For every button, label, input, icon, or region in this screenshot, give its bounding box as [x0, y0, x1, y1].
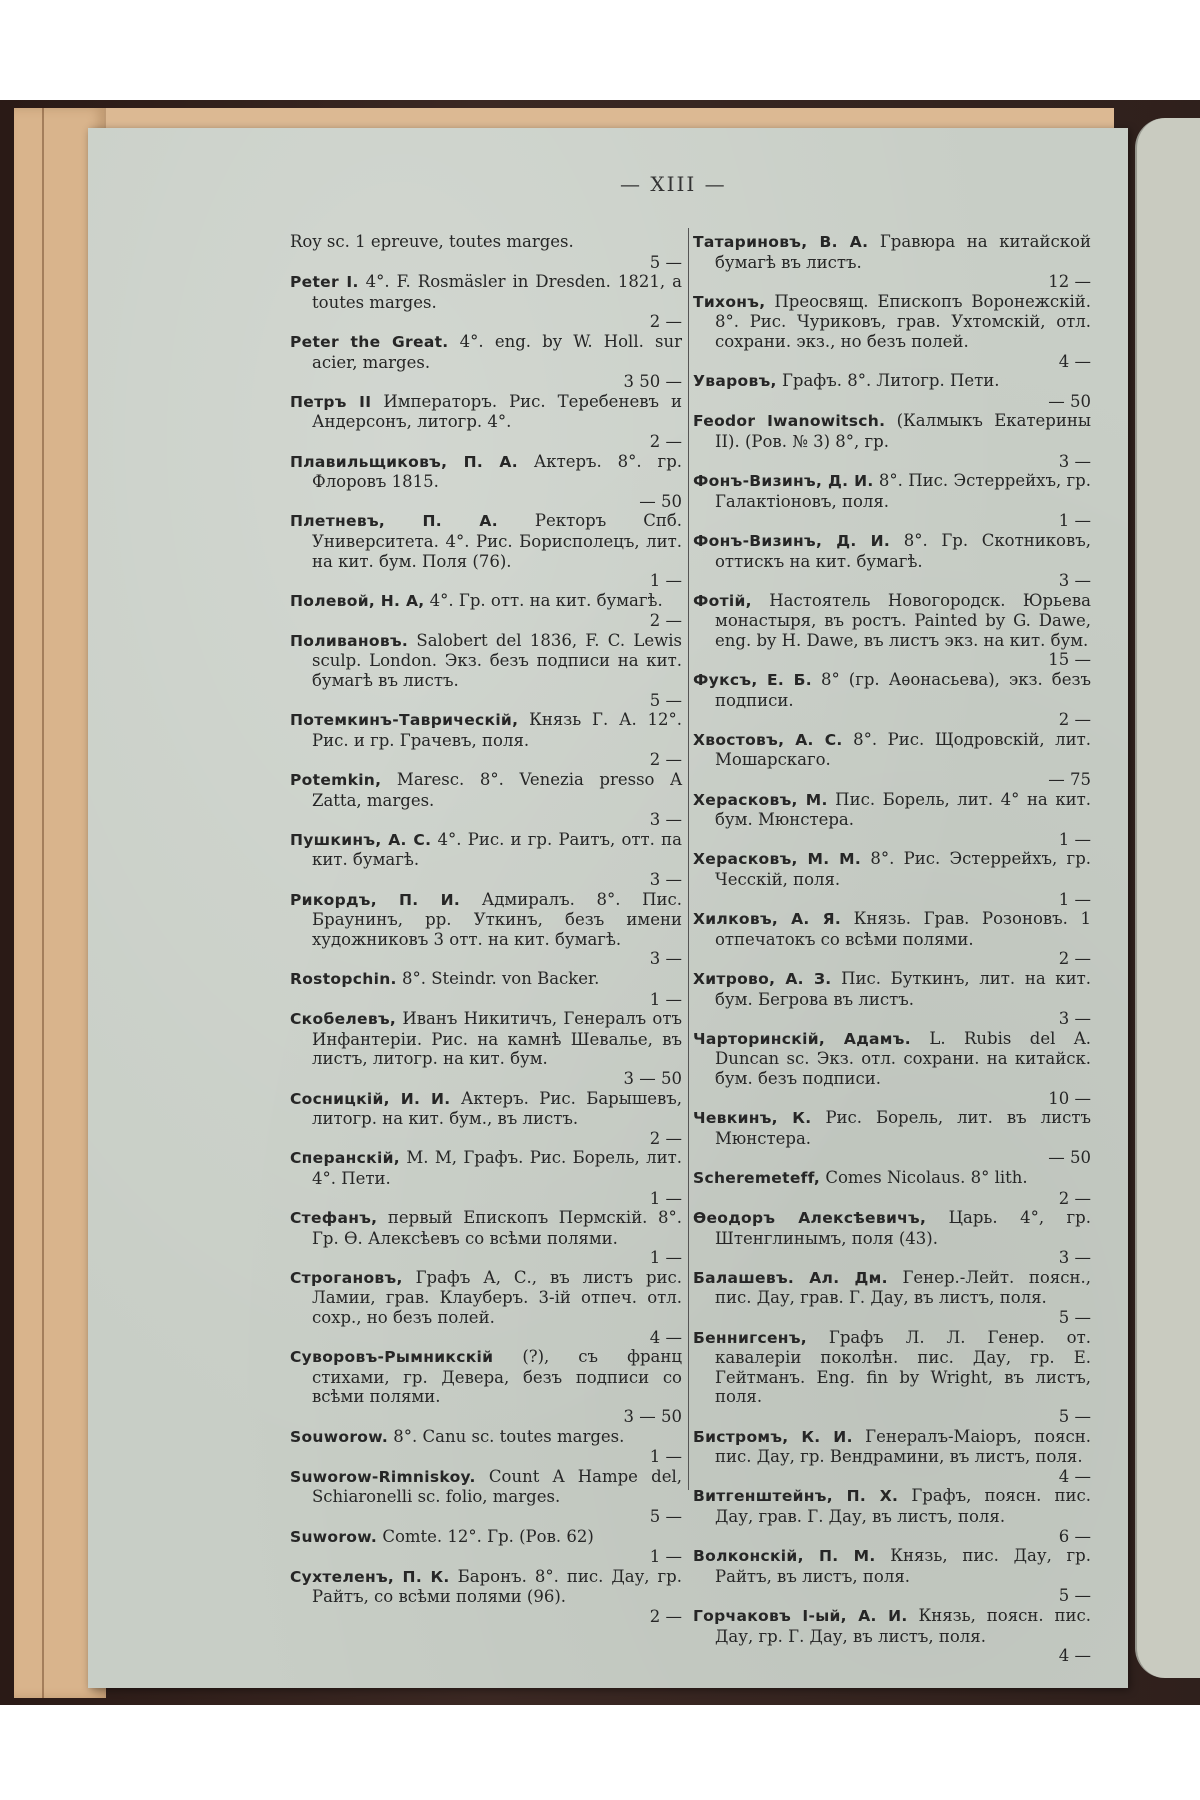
- entry-description: Графъ. 8°. Литогр. Пети.: [776, 371, 1000, 391]
- catalog-entry: [693, 1108, 1091, 1168]
- entry-name: Строгановъ,: [290, 1268, 403, 1287]
- entry-description: 4°. F. Rosmäsler in Dresden. 1821, a toutes marges.: [312, 272, 683, 312]
- entry-name: Татариновъ, В. А.: [693, 233, 869, 251]
- catalog-entry: [693, 730, 1091, 790]
- catalog-entry: [290, 392, 682, 452]
- entry-body: [693, 670, 1091, 710]
- entry-price: 3 —: [1058, 451, 1091, 471]
- catalog-entry: [290, 232, 682, 272]
- entry-price: 1 —: [649, 1447, 682, 1467]
- entry-body: [290, 332, 682, 372]
- entry-description: 8°. Пис. Эстеррейхъ, гр. Галактіоновъ, поля.: [715, 471, 1091, 511]
- entry-body: [290, 969, 682, 990]
- entry-price: 2 —: [649, 1606, 682, 1626]
- catalog-entry: [290, 591, 682, 631]
- entry-body: [693, 591, 1091, 651]
- entry-price: 1 —: [649, 1188, 682, 1208]
- catalog-entry: [693, 1546, 1091, 1606]
- entry-description: (Калмыкъ Екатерины II). (Ров. № 3) 8°, гр.: [715, 411, 1091, 451]
- entry-body: [290, 1148, 682, 1188]
- entry-description: Царь. 4°, гр. Штенглинымъ, поля (43).: [715, 1208, 1091, 1248]
- entry-name: Беннигсенъ,: [693, 1328, 807, 1347]
- entry-description: 4°. eng. by W. Holl. sur acier, marges.: [312, 331, 683, 372]
- catalog-entry: [290, 1148, 682, 1208]
- catalog-entry: [693, 371, 1091, 411]
- entry-description: Рис. Борель, лит. въ листъ Мюнстера.: [715, 1108, 1092, 1148]
- catalog-entry: [693, 1208, 1091, 1268]
- entry-name: Suworow.: [290, 1527, 378, 1546]
- entry-name: Хитрово, А. З.: [693, 969, 832, 988]
- entry-price: 2 —: [649, 750, 682, 770]
- entry-name: Плетневъ, П. А.: [290, 512, 498, 531]
- entry-description: Графъ, поясн. пис. Дау, грав. Г. Дау, въ листъ, поля.: [715, 1486, 1092, 1526]
- entry-price: 1 —: [649, 1547, 682, 1567]
- entry-description: Генералъ-Маіоръ, поясн. пис. Дау, гр. Вендрамини, въ листъ, поля.: [715, 1426, 1091, 1467]
- entry-description: Графъ А, С., въ листъ рис. Ламии, грав. Клауберъ. 3-ій отпеч. отл. сохр., но безъ полей.: [312, 1267, 682, 1328]
- entry-price: 4 —: [1058, 1646, 1091, 1666]
- entry-description: Иванъ Никитичъ, Генералъ отъ Инфантеріи. Рис. на камнѣ Шевалье, въ листъ, литогр. на кит. бум.: [312, 1009, 682, 1069]
- entry-name: Rostopchin.: [290, 969, 397, 988]
- entry-name: Горчаковъ I-ый, А. И.: [693, 1606, 908, 1625]
- catalog-entry: [693, 591, 1091, 670]
- catalog-entry: [693, 790, 1091, 850]
- entry-body: [290, 770, 682, 810]
- entry-description: Князь Г. А. 12°. Рис. и гр. Грачевъ, поля.: [312, 710, 682, 750]
- entry-name: Полевой, Н. А,: [290, 591, 425, 610]
- entry-name: Peter the Great.: [290, 332, 449, 351]
- entry-body: [693, 1486, 1091, 1526]
- entry-price: 3 —: [649, 949, 682, 969]
- left-column: [290, 232, 682, 1627]
- entry-body: [290, 1089, 682, 1129]
- entry-price: 4 —: [1058, 1466, 1091, 1486]
- entry-description: Пис. Борель, лит. 4° на кит. бум. Мюнстера.: [715, 789, 1092, 830]
- entry-price: 2 —: [649, 1128, 682, 1148]
- entry-body: [693, 531, 1091, 571]
- entry-description: Князь. Грав. Розоновъ. 1 отпечатокъ со всѣми полями.: [715, 909, 1091, 949]
- catalog-entry: [290, 511, 682, 590]
- entry-price: 5 —: [1058, 1308, 1091, 1328]
- entry-body: [693, 909, 1091, 949]
- catalog-entry: [693, 1168, 1091, 1208]
- entry-body: [290, 890, 682, 950]
- entry-name: Чевкинъ, К.: [693, 1109, 812, 1128]
- entry-body: [693, 1168, 1091, 1189]
- entry-description: Roy sc. 1 epreuve, toutes marges.: [290, 232, 574, 251]
- catalog-entry: [290, 710, 682, 770]
- entry-name: Peter I.: [290, 273, 359, 292]
- entry-name: Бистромъ, К. И.: [693, 1427, 853, 1446]
- entry-body: [693, 849, 1091, 889]
- entry-body: [693, 1328, 1091, 1407]
- entry-price: 2 —: [649, 431, 682, 451]
- entry-price: 6 —: [1058, 1526, 1091, 1546]
- entry-body: [693, 790, 1091, 830]
- entry-name: Балашевъ. Ал. Дм.: [693, 1268, 888, 1287]
- entry-name: Рикордъ, П. И.: [290, 890, 461, 909]
- entry-name: Ѳеодоръ Алексѣевичъ,: [693, 1209, 927, 1228]
- entry-body: [693, 1208, 1091, 1248]
- catalog-entry: [290, 1009, 682, 1088]
- entry-body: [290, 392, 682, 432]
- entry-body: [290, 511, 682, 571]
- entry-name: Фонъ-Визинъ, Д. И.: [693, 531, 891, 550]
- entry-body: [693, 969, 1091, 1009]
- entry-body: [693, 1427, 1091, 1467]
- catalog-entry: [290, 332, 682, 392]
- entry-description: 8°. Рис. Эстеррейхъ, гр. Чесскій, поля.: [715, 849, 1092, 889]
- entry-description: Настоятель Новогородск. Юрьева монастыря, въ ростъ. Painted by G. Dawe, eng. by H. Dawe, въ листъ экз. на кит. бум.: [715, 590, 1091, 650]
- entry-description: Князь, пис. Дау, гр. Райтъ, въ листъ, поля.: [715, 1546, 1091, 1586]
- entry-description: 8°. Гр. Скотниковъ, оттискъ на кит. бумагѣ.: [715, 530, 1092, 571]
- entry-body: [290, 1527, 682, 1548]
- entry-name: Уваровъ,: [693, 372, 777, 391]
- entry-price: 3 —: [1058, 1009, 1091, 1029]
- entry-description: Князь, поясн. пис. Дау, гр. Г. Дау, въ листъ, поля.: [715, 1605, 1091, 1646]
- entry-description: 8°. Рис. Щодровскій, лит. Мошарскаго.: [715, 729, 1091, 770]
- catalog-entry: [290, 1467, 682, 1527]
- entry-description: 4°. Гр. отт. на кит. бумагѣ.: [424, 590, 663, 610]
- entry-name: Чарторинскій, Адамъ.: [693, 1029, 911, 1048]
- entry-body: [290, 1427, 682, 1448]
- right-column: [693, 232, 1091, 1666]
- entry-description: Ректоръ Спб. Университета. 4°. Рис. Борисполецъ, лит. на кит. бум. Поля (76).: [312, 511, 682, 571]
- entry-body: [693, 1546, 1091, 1586]
- entry-body: [290, 591, 682, 612]
- entry-price: 1 —: [1058, 511, 1091, 531]
- entry-name: Петръ II: [290, 392, 372, 411]
- entry-price: 3 —: [1058, 1248, 1091, 1268]
- entry-price: — 50: [1048, 1148, 1091, 1168]
- entry-body: [693, 730, 1091, 770]
- catalog-entry: [693, 849, 1091, 909]
- entry-body: [693, 232, 1091, 272]
- entry-body: [290, 1347, 682, 1407]
- entry-description: Актеръ. Рис. Барышевъ, литогр. на кит. бум., въ листъ.: [312, 1088, 682, 1129]
- entry-body: [290, 272, 682, 312]
- catalog-entry: [290, 1089, 682, 1149]
- entry-description: Генер.-Лейт. поясн., пис. Дау, грав. Г. Дау, въ листъ, поля.: [715, 1267, 1091, 1308]
- entry-name: Тихонъ,: [693, 292, 766, 311]
- entry-body: [693, 1606, 1091, 1646]
- entry-price: 10 —: [1048, 1088, 1091, 1108]
- catalog-entry: [290, 1427, 682, 1467]
- entry-description: Актеръ. 8°. гр. Флоровъ 1815.: [312, 451, 683, 492]
- catalog-entry: [693, 292, 1091, 371]
- catalog-entry: [693, 531, 1091, 591]
- entry-body: [290, 830, 682, 870]
- catalog-entry: [290, 1268, 682, 1347]
- entry-price: 12 —: [1048, 272, 1091, 292]
- entry-description: Salobert del 1836, F. C. Lewis sculp. London. Экз. безъ подписи на кит. бумагѣ въ листъ.: [312, 630, 682, 691]
- catalog-entry: [290, 631, 682, 710]
- entry-name: Суворовъ-Рымникскій: [290, 1348, 494, 1367]
- entry-name: Сосницкій, И. И.: [290, 1089, 451, 1108]
- catalog-entry: [693, 232, 1091, 292]
- catalog-entry: [693, 670, 1091, 730]
- entry-name: Поливановъ.: [290, 631, 409, 650]
- catalog-entry: [693, 969, 1091, 1029]
- entry-body: [693, 471, 1091, 511]
- entry-body: [693, 1268, 1091, 1308]
- column-divider: [688, 228, 689, 1490]
- page-number: — XIII —: [620, 172, 727, 196]
- entry-price: 3 — 50: [623, 1407, 682, 1427]
- entry-description: 8°. Canu sc. toutes marges.: [388, 1426, 625, 1446]
- entry-price: 5 —: [1058, 1586, 1091, 1606]
- catalog-entry: [290, 770, 682, 830]
- entry-body: [290, 1467, 682, 1507]
- entry-description: L. Rubis del A. Duncan sc. Экз. отл. сохрани. на китайск. бум. безъ подписи.: [715, 1028, 1091, 1088]
- entry-price: 15 —: [1048, 650, 1091, 670]
- entry-name: Херасковъ, М.: [693, 790, 828, 809]
- catalog-entry: [290, 1208, 682, 1268]
- entry-price: 3 —: [649, 810, 682, 830]
- entry-description: Maresc. 8°. Venezia presso A Zatta, marges.: [312, 770, 682, 810]
- entry-name: Хвостовъ, А. С.: [693, 730, 843, 749]
- entry-description: Баронъ. 8°. пис. Дау, гр. Райтъ, со всѣми полями (96).: [312, 1566, 682, 1607]
- entry-description: (?), съ франц стихами, гр. Девера, безъ подписи со всѣми полями.: [312, 1347, 682, 1407]
- entry-name: Souworow.: [290, 1427, 389, 1446]
- entry-body: [290, 1268, 682, 1328]
- entry-description: М. М, Графъ. Рис. Борель, лит. 4°. Пети.: [312, 1148, 682, 1188]
- entry-body: [290, 710, 682, 750]
- entry-description: Гравюра на китайской бумагѣ въ листъ.: [715, 232, 1091, 272]
- entry-price: 2 —: [1058, 949, 1091, 969]
- entry-price: 2 —: [649, 611, 682, 631]
- entry-price: 2 —: [1058, 1188, 1091, 1208]
- catalog-entry: [290, 969, 682, 1009]
- entry-name: Потемкинъ-Таврическій,: [290, 711, 519, 730]
- entry-description: Адмиралъ. 8°. Пис. Браунинъ, рр. Уткинъ, безъ имени художниковъ 3 отт. на кит. бумагѣ.: [312, 889, 682, 949]
- catalog-entry: [290, 1567, 682, 1627]
- entry-description: 4°. Рис. и гр. Раитъ, отт. па кит. бумагѣ.: [312, 829, 682, 870]
- entry-description: 8°. Steindr. von Backer.: [396, 968, 600, 988]
- next-page-edge: [1135, 118, 1200, 1678]
- entry-price: 1 —: [649, 989, 682, 1009]
- entry-name: Potemkin,: [290, 771, 382, 790]
- entry-description: Преосвящ. Епископъ Воронежскій. 8°. Рис. Чуриковъ, грав. Ухтомскій, отл. сохрани. экз., но безъ полей.: [715, 291, 1091, 351]
- entry-name: Сперанскій,: [290, 1149, 400, 1168]
- entry-body: [693, 1029, 1091, 1089]
- entry-description: 8° (гр. Аѳонасьева), экз. безъ подписи.: [715, 670, 1092, 710]
- entry-name: Suworow-Rimniskoy.: [290, 1467, 476, 1486]
- entry-price: 3 50 —: [623, 372, 682, 392]
- entry-body: [290, 1208, 682, 1248]
- entry-body: [290, 232, 682, 253]
- entry-price: 5 —: [649, 1507, 682, 1526]
- entry-description: Графъ Л. Л. Генер. от. кавалеріи поколѣн. пис. Дау, гр. Е. Гейтманъ. Eng. fin by Wright, въ листъ, поля.: [715, 1327, 1091, 1407]
- entry-price: 4 —: [1058, 351, 1091, 371]
- catalog-entry: [693, 909, 1091, 969]
- entry-description: первый Епископъ Пермскій. 8°. Гр. Ѳ. Алексѣевъ со всѣми полями.: [312, 1208, 682, 1248]
- entry-body: [693, 292, 1091, 352]
- entry-price: 3 —: [1058, 571, 1091, 591]
- entry-name: Хилковъ, А. Я.: [693, 910, 842, 929]
- entry-description: Пис. Буткинъ, лит. на кит. бум. Бегрова въ листъ.: [715, 968, 1091, 1009]
- entry-body: [693, 1108, 1091, 1148]
- entry-name: Пушкинъ, А. С.: [290, 830, 432, 849]
- catalog-entry: [693, 1427, 1091, 1487]
- entry-price: 5 —: [649, 690, 682, 710]
- catalog-entry: [693, 411, 1091, 471]
- entry-price: 3 —: [649, 870, 682, 889]
- entry-price: 5 —: [1058, 1407, 1091, 1427]
- entry-name: Плавильщиковъ, П. А.: [290, 452, 518, 471]
- catalog-entry: [693, 1268, 1091, 1328]
- entry-body: [290, 452, 682, 492]
- catalog-entry: [290, 1347, 682, 1426]
- catalog-entry: [290, 890, 682, 969]
- catalog-entry: [693, 1606, 1091, 1666]
- entry-price: 2 —: [649, 312, 682, 332]
- entry-name: Фуксъ, Е. Б.: [693, 671, 812, 690]
- entry-name: Херасковъ, М. М.: [693, 850, 862, 869]
- catalog-entry: [693, 1328, 1091, 1427]
- entry-price: 4 —: [649, 1327, 682, 1347]
- entry-body: [290, 1009, 682, 1069]
- entry-price: — 50: [639, 491, 682, 511]
- entry-body: [693, 411, 1091, 451]
- catalog-entry: [290, 272, 682, 332]
- entry-name: Сухтеленъ, П. К.: [290, 1567, 450, 1586]
- entry-name: Фонъ-Визинъ, Д. И.: [693, 472, 874, 491]
- entry-name: Feodor Iwanowitsch.: [693, 412, 886, 431]
- entry-name: Скобелевъ,: [290, 1010, 397, 1029]
- entry-name: Фотій,: [693, 591, 752, 610]
- entry-price: 1 —: [1058, 889, 1091, 909]
- catalog-entry: [290, 1527, 682, 1567]
- catalog-entry: [290, 452, 682, 512]
- entry-price: 3 — 50: [623, 1068, 682, 1088]
- entry-description: Comte. 12°. Гр. (Ров. 62): [377, 1526, 594, 1546]
- entry-price: — 50: [1048, 391, 1091, 411]
- entry-price: 1 —: [649, 571, 682, 591]
- entry-description: Comes Nicolaus. 8° lith.: [820, 1167, 1028, 1187]
- catalog-entry: [693, 1486, 1091, 1546]
- entry-description: Count A Hampe del, Schiaronelli sc. folio, marges.: [312, 1466, 682, 1507]
- entry-name: Витгенштейнъ, П. Х.: [693, 1487, 899, 1506]
- entry-name: Scheremeteff,: [693, 1168, 821, 1187]
- entry-price: 1 —: [1058, 829, 1091, 849]
- entry-price: 1 —: [649, 1248, 682, 1268]
- catalog-entry: [693, 1029, 1091, 1108]
- entry-body: [290, 1567, 682, 1607]
- entry-name: Стефанъ,: [290, 1209, 378, 1228]
- catalog-entry: [290, 830, 682, 890]
- entry-body: [290, 631, 682, 691]
- entry-name: Волконскій, П. М.: [693, 1547, 876, 1566]
- entry-description: Императоръ. Рис. Теребеневъ и Андерсонъ, литогр. 4°.: [312, 391, 682, 432]
- entry-price: 2 —: [1058, 710, 1091, 730]
- catalog-entry: [693, 471, 1091, 531]
- entry-price: — 75: [1048, 770, 1091, 790]
- entry-price: 5 —: [649, 252, 682, 272]
- entry-body: [693, 371, 1091, 392]
